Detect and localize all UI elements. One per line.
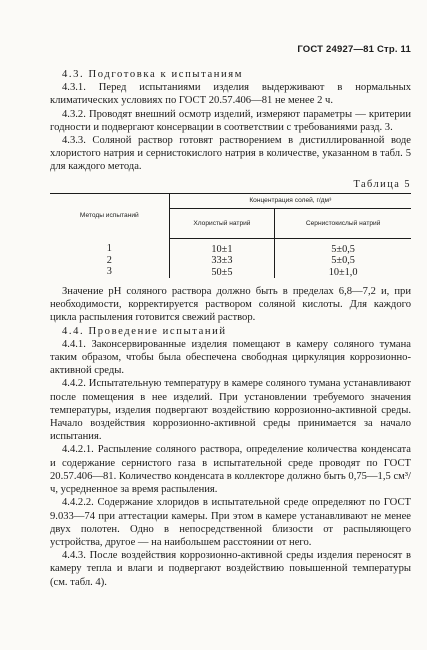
running-header: ГОСТ 24927—81 Стр. 11: [297, 44, 411, 55]
table-cell-na2so3: [275, 238, 411, 278]
na2so3-value: 10±1,0: [328, 266, 358, 278]
na2so3-value: 5±0,5: [331, 243, 355, 255]
method-value: 1: [106, 243, 112, 255]
paragraph-4-3-2: 4.3.2. Проводят внешний осмотр изделий, измеряют параметры — критерии годности и подвергают консервации в соответствии с требованиями разд. 3.: [50, 108, 411, 133]
table-header-nacl: Хлористый натрий: [169, 208, 275, 238]
table-5: [50, 193, 411, 278]
section-heading-4-3: 4.3. Подготовка к испытаниям: [62, 69, 244, 80]
paragraph-ph: Значение pH соляного раствора должно быть в пределах 6,8—7,2 и, при необходимости, корректируется раствором соляной кислоты. Для каждого цикла распыления готовится свежий раствор.: [50, 286, 411, 324]
table-header-na2so3: Сернистокислый натрий: [275, 208, 411, 238]
paragraph-4-3-1: 4.3.1. Перед испытаниями изделия выдерживают в нормальных климатических условиях по ГОСТ 20.57.406—81 не менее 2 ч.: [50, 82, 411, 107]
paragraph-4-4-2-2: 4.4.2.2. Содержание хлоридов в испытательной среде определяют по ГОСТ 9.033—74 при аттестации камеры. При этом в камере устанавливают не менее двух полотен. Одно в непосредственной близости от распыляющего устройства, другое — на наибольшем расстоянии от него.: [50, 497, 411, 548]
paragraph-4-4-2: 4.4.2. Испытательную температуру в камере соляного тумана устанавливают после помещения в нее изделий. При установлении требуемого значения температуры, изделия подвергают воздействию коррозионно-активной среды. Начало воздействия коррозионно-активной среды принимается за начало испытания.: [50, 378, 411, 443]
table-caption: Таблица 5: [353, 178, 411, 190]
paragraph-4-3-3: 4.3.3. Соляной раствор готовят растворением в дистиллированной воде хлористого натрия и сернистокислого натрия в количестве, указанном в табл. 5 для каждого метода.: [50, 135, 411, 173]
nacl-value: 50±5: [211, 266, 233, 278]
section-heading-4-4: 4.4. Проведение испытаний: [62, 325, 227, 337]
nacl-value: 33±3: [211, 255, 233, 267]
table-cell-nacl: [169, 238, 275, 278]
method-value: 3: [106, 266, 112, 278]
paragraph-4-4-1: 4.4.1. Законсервированные изделия помещают в камеру соляного тумана таким образом, чтобы была обеспечена свободная циркуляция коррозионно-активной среды.: [50, 338, 411, 377]
table-cell-methods: [50, 238, 169, 278]
method-value: 2: [106, 254, 112, 266]
nacl-value: 10±1: [211, 243, 233, 255]
na2so3-value: 5±0,5: [331, 255, 355, 267]
body-text: [50, 68, 411, 589]
table-header-concentration: Концентрация солей, г/дм³: [169, 193, 411, 208]
paragraph-4-4-2-1: 4.4.2.1. Распыление соляного раствора, определение количества конденсата и содержание сернистого газа в испытательной среде проводят по ГОСТ 20.57.406—81. Количество конденсата в коллекторе должно быть 0,75—1,5 см³/ч, усредненное за время распыления.: [50, 444, 411, 496]
paragraph-4-4-3: 4.4.3. После воздействия коррозионно-активной среды изделия переносят в камеру тепла и влаги и подвергают воздействию повышенной температуры (см. табл. 4).: [50, 550, 411, 588]
table-header-methods: Методы испытаний: [50, 193, 169, 238]
